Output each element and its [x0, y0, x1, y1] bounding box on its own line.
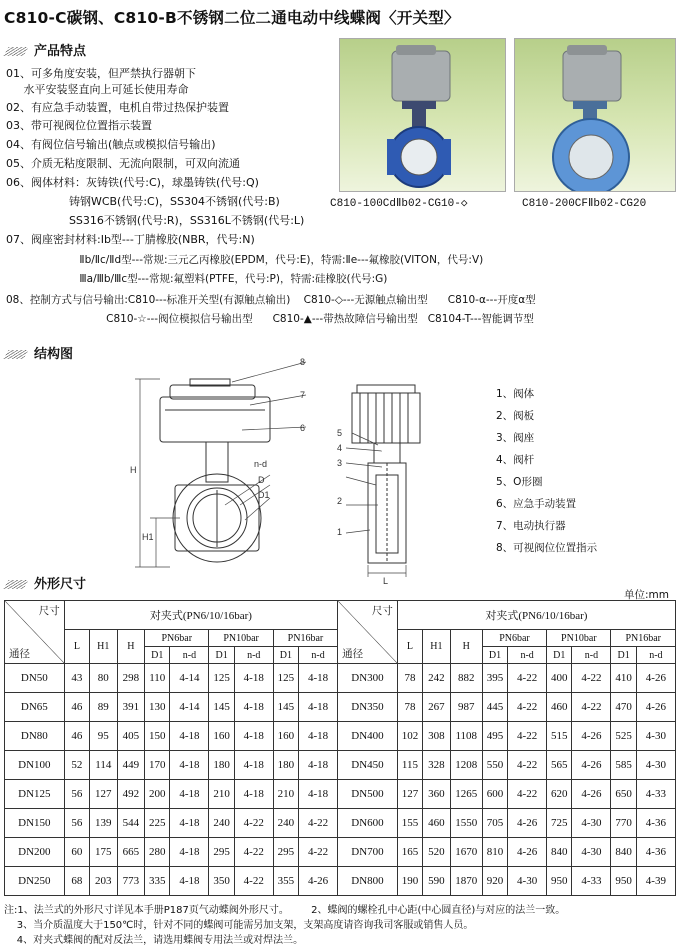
table-cell: 400	[547, 664, 572, 693]
table-cell: 4-22	[234, 809, 273, 838]
header-d1: D1	[273, 647, 298, 664]
header-pn6: PN6bar	[145, 630, 209, 647]
table-cell: 145	[273, 693, 298, 722]
table-cell: 4-18	[234, 693, 273, 722]
table-cell: 4-26	[508, 809, 547, 838]
table-cell: 60	[64, 838, 89, 867]
table-cell: 4-26	[508, 838, 547, 867]
table-cell: DN450	[338, 751, 398, 780]
header-h1: H1	[423, 630, 451, 664]
table-cell: 210	[209, 780, 234, 809]
table-row	[5, 838, 676, 867]
table-cell: 1108	[450, 722, 482, 751]
photo-caption-2: C810-200CFⅡb02-CG20	[522, 198, 647, 210]
table-row	[5, 780, 676, 809]
table-cell: 4-22	[508, 722, 547, 751]
header-pn10: PN10bar	[547, 630, 611, 647]
table-cell: 298	[117, 664, 145, 693]
table-cell: 1670	[450, 838, 482, 867]
header-group: 对夹式(PN6/10/16bar)	[64, 601, 337, 630]
table-cell: DN50	[5, 664, 65, 693]
table-cell: 840	[547, 838, 572, 867]
table-cell: 445	[482, 693, 507, 722]
dim-label-h: H	[130, 465, 137, 475]
valve-photo-icon	[340, 39, 505, 191]
dim-label-nd: n-d	[254, 459, 268, 469]
legend-item: 5、O形圈	[496, 476, 543, 488]
table-cell: 4-30	[572, 838, 611, 867]
feature-line: Ⅲa/Ⅲb/Ⅲc型---常规:氟塑料(PTFE，代号:P)，特需:硅橡胶(代号:G)	[6, 273, 388, 285]
legend-item: 3、阀座	[496, 432, 535, 444]
header-pn6: PN6bar	[482, 630, 546, 647]
table-cell: 150	[145, 722, 170, 751]
table-cell: 650	[611, 780, 636, 809]
table-cell: 295	[209, 838, 234, 867]
structure-diagram	[120, 355, 480, 585]
table-row	[5, 809, 676, 838]
note-line: 注:1、法兰式的外形尺寸详见本手册P187页气动蝶阀外形尺寸。 2、蝶阀的螺栓孔中心距(中心圆直径)与对应的法兰一致。	[4, 905, 566, 916]
table-cell: 190	[397, 867, 422, 896]
table-cell: 770	[611, 809, 636, 838]
unit-label: 单位:mm	[624, 589, 669, 601]
table-cell: 180	[273, 751, 298, 780]
table-cell: 295	[273, 838, 298, 867]
table-cell: 4-26	[636, 664, 675, 693]
notes	[4, 903, 565, 948]
callout-8: 8	[300, 357, 306, 367]
table-cell: 600	[482, 780, 507, 809]
table-cell: 620	[547, 780, 572, 809]
table-cell: 4-30	[636, 751, 675, 780]
table-cell: 4-26	[299, 867, 338, 896]
table-cell: 4-18	[299, 693, 338, 722]
table-cell: 4-26	[572, 722, 611, 751]
table-cell: 1550	[450, 809, 482, 838]
table-cell: 350	[209, 867, 234, 896]
table-cell: 4-22	[572, 664, 611, 693]
dim-label-d: D	[258, 475, 265, 485]
header-nd: n-d	[508, 647, 547, 664]
legend-item: 8、可视阀位位置指示	[496, 542, 598, 554]
table-cell: 4-36	[636, 809, 675, 838]
header-h: H	[450, 630, 482, 664]
table-row	[5, 693, 676, 722]
section-features-label: 产品特点	[34, 44, 87, 59]
table-cell: 840	[611, 838, 636, 867]
table-cell: 200	[145, 780, 170, 809]
table-cell: 950	[547, 867, 572, 896]
table-cell: 240	[209, 809, 234, 838]
header-size-dn	[338, 601, 398, 664]
section-structure-heading	[6, 343, 73, 362]
table-cell: 4-18	[170, 809, 209, 838]
table-cell: 56	[64, 780, 89, 809]
table-cell: 4-30	[636, 722, 675, 751]
table-cell: 4-26	[636, 693, 675, 722]
table-cell: 725	[547, 809, 572, 838]
header-h: H	[117, 630, 145, 664]
table-cell: 145	[209, 693, 234, 722]
section-marker-icon	[3, 47, 28, 56]
table-cell: 328	[423, 751, 451, 780]
table-cell: DN200	[5, 838, 65, 867]
table-row	[5, 751, 676, 780]
table-cell: 882	[450, 664, 482, 693]
note-line: 3、当介质温度大于150℃时，针对不同的蝶阀可能需另加支架，支架高度请咨询我司客服或销售人员。	[4, 920, 474, 931]
table-cell: 114	[90, 751, 118, 780]
table-cell: 4-18	[234, 751, 273, 780]
table-cell: 4-18	[170, 838, 209, 867]
legend-item: 4、阀杆	[496, 454, 535, 466]
table-row	[5, 722, 676, 751]
table-cell: 4-22	[508, 780, 547, 809]
table-cell: 590	[423, 867, 451, 896]
section-dimensions-label: 外形尺寸	[34, 577, 87, 592]
header-pn16: PN16bar	[611, 630, 676, 647]
table-cell: 225	[145, 809, 170, 838]
feature-line: 03、带可视阀位位置指示装置	[6, 119, 152, 132]
callout-1: 1	[337, 527, 343, 537]
header-pn16: PN16bar	[273, 630, 337, 647]
legend-item: 6、应急手动装置	[496, 498, 577, 510]
table-cell: 4-14	[170, 693, 209, 722]
table-cell: 4-18	[170, 722, 209, 751]
feature-line: 水平安装竖直向上可延长使用寿命	[6, 83, 189, 96]
dim-label-l: L	[383, 576, 389, 585]
header-nd: n-d	[299, 647, 338, 664]
section-marker-icon	[3, 580, 28, 589]
legend-item: 2、阀板	[496, 410, 535, 422]
photo-caption-1: C810-100CdⅡb02-CG10-◇	[330, 198, 468, 210]
product-photo-1	[339, 38, 506, 192]
table-cell: 267	[423, 693, 451, 722]
table-cell: 130	[145, 693, 170, 722]
table-cell: 950	[611, 867, 636, 896]
table-cell: 115	[397, 751, 422, 780]
table-cell: 4-18	[299, 751, 338, 780]
header-h1: H1	[90, 630, 118, 664]
feature-line: 02、有应急手动装置，电机自带过热保护装置	[6, 101, 229, 114]
feature-line: 05、介质无粘度限制、无流向限制，可双向流通	[6, 157, 240, 170]
table-cell: 4-22	[234, 867, 273, 896]
table-cell: 4-26	[572, 751, 611, 780]
table-cell: 470	[611, 693, 636, 722]
table-cell: 127	[397, 780, 422, 809]
table-cell: 4-22	[234, 838, 273, 867]
table-cell: 280	[145, 838, 170, 867]
feature-line: 08、控制方式与信号输出:C810---标准开关型(有源触点输出) C810-◇---无源触点输出型 C810-α---开度α型	[6, 294, 536, 306]
callout-4: 4	[337, 443, 343, 453]
table-cell: 4-39	[636, 867, 675, 896]
table-cell: 4-22	[508, 664, 547, 693]
table-cell: 170	[145, 751, 170, 780]
table-cell: DN250	[5, 867, 65, 896]
table-cell: 4-22	[572, 693, 611, 722]
dim-label-d1: D1	[258, 490, 270, 500]
table-cell: 495	[482, 722, 507, 751]
table-cell: DN80	[5, 722, 65, 751]
feature-line: 07、阀座密封材料:Ⅰb型---丁腈橡胶(NBR，代号:N)	[6, 233, 255, 246]
header-size-label: 尺寸	[38, 606, 60, 617]
header-dn-label: 通径	[9, 649, 30, 660]
feature-line: 04、有阀位信号输出(触点或模拟信号输出)	[6, 138, 216, 151]
table-cell: 89	[90, 693, 118, 722]
table-cell: DN500	[338, 780, 398, 809]
table-cell: 1870	[450, 867, 482, 896]
table-cell: 139	[90, 809, 118, 838]
table-cell: DN350	[338, 693, 398, 722]
table-cell: 335	[145, 867, 170, 896]
table-cell: 78	[397, 693, 422, 722]
callout-5: 5	[337, 428, 343, 438]
table-row	[5, 867, 676, 896]
table-cell: 4-18	[170, 867, 209, 896]
table-cell: 125	[273, 664, 298, 693]
header-d1: D1	[209, 647, 234, 664]
feature-line: C810-☆---阀位模拟信号输出型 C810-▲---带热故障信号输出型 C8104-T---智能调节型	[6, 313, 534, 325]
page-title: C810-C碳钢、C810-B不锈钢二位二通电动中线蝶阀〈开关型〉	[4, 9, 460, 27]
table-cell: DN600	[338, 809, 398, 838]
feature-line: 铸钢WCB(代号:C)，SS304不锈钢(代号:B)	[6, 195, 280, 208]
table-cell: 449	[117, 751, 145, 780]
table-cell: 410	[611, 664, 636, 693]
table-cell: 773	[117, 867, 145, 896]
table-cell: 4-18	[170, 751, 209, 780]
table-cell: 920	[482, 867, 507, 896]
table-cell: 127	[90, 780, 118, 809]
table-cell: 4-18	[299, 722, 338, 751]
table-cell: 242	[423, 664, 451, 693]
note-line: 4、对夹式蝶阀的配对反法兰，请选用蝶阀专用法兰或对焊法兰。	[4, 935, 304, 946]
table-cell: 4-22	[299, 838, 338, 867]
feature-line: Ⅱb/Ⅱc/Ⅱd型---常规:三元乙丙橡胶(EPDM，代号:E)，特需:Ⅱe---氟橡胶(VITON，代号:V)	[6, 254, 484, 266]
header-size-label: 尺寸	[371, 606, 393, 617]
table-cell: 43	[64, 664, 89, 693]
feature-line: 06、阀体材料：灰铸铁(代号:C)，球墨铸铁(代号:Q)	[6, 176, 259, 189]
table-cell: DN800	[338, 867, 398, 896]
header-group: 对夹式(PN6/10/16bar)	[397, 601, 675, 630]
product-photo-2	[514, 38, 676, 192]
table-cell: DN100	[5, 751, 65, 780]
table-cell: DN150	[5, 809, 65, 838]
header-l: L	[64, 630, 89, 664]
table-cell: 46	[64, 693, 89, 722]
feature-line: SS316不锈钢(代号:R)，SS316L不锈钢(代号:L)	[6, 214, 305, 227]
table-cell: 4-18	[234, 722, 273, 751]
table-cell: 665	[117, 838, 145, 867]
table-cell: 4-14	[170, 664, 209, 693]
table-cell: 405	[117, 722, 145, 751]
table-cell: 525	[611, 722, 636, 751]
table-cell: 4-33	[572, 867, 611, 896]
table-cell: 355	[273, 867, 298, 896]
table-cell: 160	[273, 722, 298, 751]
header-d1: D1	[611, 647, 636, 664]
table-cell: 585	[611, 751, 636, 780]
table-cell: 46	[64, 722, 89, 751]
header-dn-label: 通径	[342, 649, 364, 660]
section-structure-label: 结构图	[34, 347, 74, 362]
table-cell: 987	[450, 693, 482, 722]
table-cell: 391	[117, 693, 145, 722]
table-cell: 4-18	[234, 664, 273, 693]
table-cell: 80	[90, 664, 118, 693]
table-cell: 1208	[450, 751, 482, 780]
table-cell: 360	[423, 780, 451, 809]
header-nd: n-d	[636, 647, 675, 664]
table-cell: 520	[423, 838, 451, 867]
header-nd: n-d	[234, 647, 273, 664]
header-d1: D1	[145, 647, 170, 664]
table-cell: 4-22	[299, 809, 338, 838]
table-cell: 4-33	[636, 780, 675, 809]
table-cell: 125	[209, 664, 234, 693]
header-nd: n-d	[572, 647, 611, 664]
table-cell: 395	[482, 664, 507, 693]
table-cell: 565	[547, 751, 572, 780]
table-cell: 203	[90, 867, 118, 896]
table-cell: 4-18	[299, 664, 338, 693]
header-d1: D1	[482, 647, 507, 664]
table-cell: 460	[547, 693, 572, 722]
table-cell: 810	[482, 838, 507, 867]
table-cell: 160	[209, 722, 234, 751]
table-cell: 4-36	[636, 838, 675, 867]
table-cell: 544	[117, 809, 145, 838]
callout-7: 7	[300, 390, 306, 400]
table-cell: 515	[547, 722, 572, 751]
callout-6: 6	[300, 423, 306, 433]
table-cell: 56	[64, 809, 89, 838]
table-cell: 460	[423, 809, 451, 838]
table-cell: 308	[423, 722, 451, 751]
table-cell: 4-30	[508, 867, 547, 896]
table-cell: 102	[397, 722, 422, 751]
table-cell: 155	[397, 809, 422, 838]
table-cell: 1265	[450, 780, 482, 809]
table-cell: 180	[209, 751, 234, 780]
table-cell: DN300	[338, 664, 398, 693]
table-cell: 4-22	[508, 751, 547, 780]
table-cell: 110	[145, 664, 170, 693]
header-pn10: PN10bar	[209, 630, 273, 647]
table-cell: 52	[64, 751, 89, 780]
table-cell: DN125	[5, 780, 65, 809]
header-d1: D1	[547, 647, 572, 664]
table-cell: 78	[397, 664, 422, 693]
callout-3: 3	[337, 458, 343, 468]
table-cell: DN400	[338, 722, 398, 751]
dimensions-table	[4, 600, 676, 896]
section-features-heading	[6, 40, 86, 59]
legend-item: 1、阀体	[496, 388, 535, 400]
valve-photo-icon	[515, 39, 675, 191]
section-dimensions-heading	[6, 573, 86, 592]
table-cell: 4-18	[170, 780, 209, 809]
table-cell: 4-22	[508, 693, 547, 722]
table-cell: 705	[482, 809, 507, 838]
table-cell: 4-26	[572, 780, 611, 809]
header-nd: n-d	[170, 647, 209, 664]
table-cell: 95	[90, 722, 118, 751]
table-cell: 4-18	[299, 780, 338, 809]
header-size-dn	[5, 601, 65, 664]
table-cell: 550	[482, 751, 507, 780]
header-l: L	[397, 630, 422, 664]
table-cell: DN65	[5, 693, 65, 722]
table-cell: 175	[90, 838, 118, 867]
table-cell: 4-30	[572, 809, 611, 838]
table-cell: 240	[273, 809, 298, 838]
table-cell: 165	[397, 838, 422, 867]
feature-line: 01、可多角度安装，但严禁执行器朝下	[6, 67, 196, 80]
table-cell: 4-18	[234, 780, 273, 809]
table-row	[5, 664, 676, 693]
legend-item: 7、电动执行器	[496, 520, 566, 532]
callout-2: 2	[337, 496, 343, 506]
parts-legend	[496, 386, 597, 562]
table-cell: 210	[273, 780, 298, 809]
section-marker-icon	[3, 350, 28, 359]
table-cell: 492	[117, 780, 145, 809]
table-cell: 68	[64, 867, 89, 896]
table-cell: DN700	[338, 838, 398, 867]
dim-label-h1: H1	[142, 532, 154, 542]
